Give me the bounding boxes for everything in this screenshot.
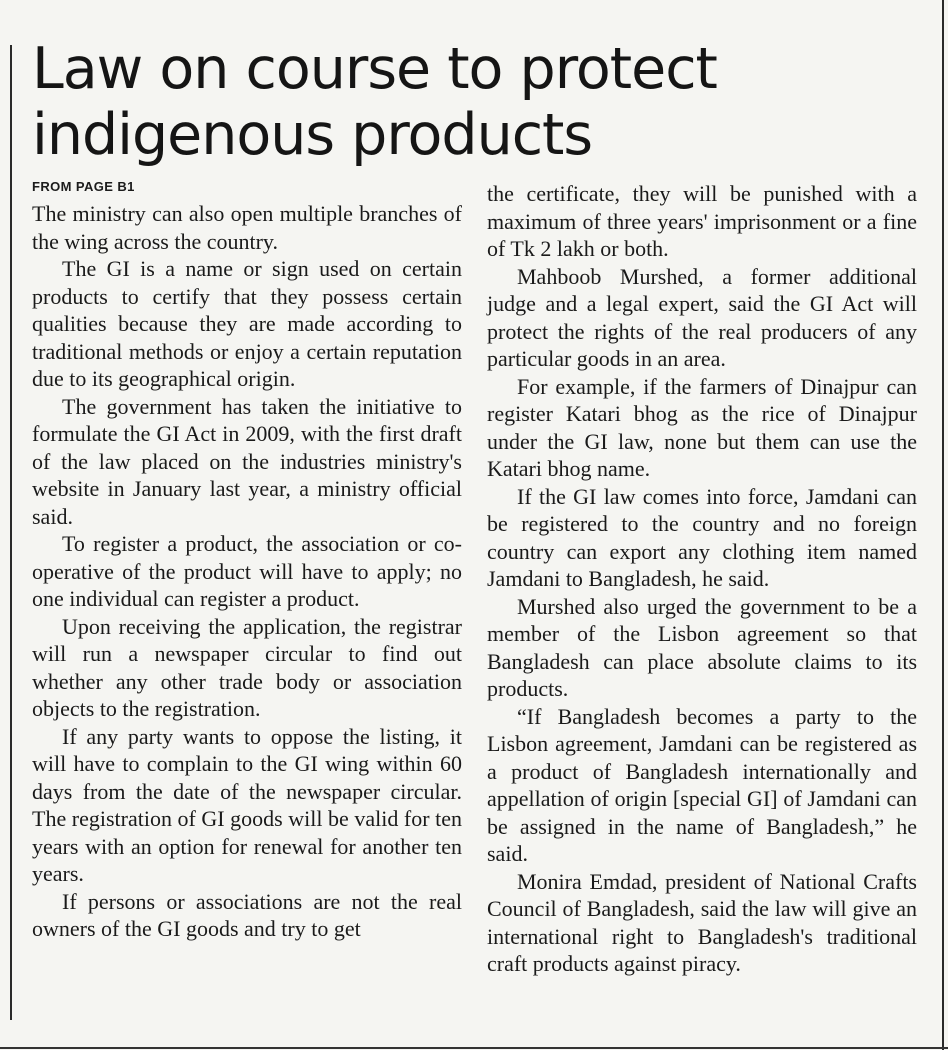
- left-column-rule: [10, 45, 12, 1020]
- left-paragraph-2: The GI is a name or sign used on certain products to certify that they possess certain qualities because they are made according to traditional methods or enjoy a certain reputation due to its geographical origin.: [32, 256, 462, 391]
- bottom-edge-rule: [0, 1047, 948, 1049]
- right-paragraph-4: If the GI law comes into force, Jamdani can be registered to the country and no foreign country can export any clothing item named Jamdani to Bangladesh, he said.: [487, 483, 917, 591]
- headline-line-2: indigenous products: [32, 102, 593, 168]
- article-headline: [32, 36, 892, 168]
- left-paragraph-3: The government has taken the initiative to formulate the GI Act in 2009, with the first draft of the law placed on the industries ministry's website in January last year, a ministry official said.: [32, 393, 462, 529]
- right-paragraph-7: Monira Emdad, president of National Crafts Council of Bangladesh, said the law will give an international right to Bangladesh's traditional craft products against piracy.: [487, 868, 917, 976]
- right-paragraph-1: the certificate, they will be punished with a maximum of three years' imprisonment or a fine of Tk 2 lakh or both.: [487, 181, 917, 261]
- left-paragraph-5: Upon receiving the application, the registrar will run a newspaper circular to find out whether any other trade body or association objects to the registration.: [32, 613, 462, 721]
- right-paragraph-2: Mahboob Murshed, a former additional judge and a legal expert, said the GI Act will protect the rights of the real producers of any particular goods in an area.: [487, 263, 917, 371]
- left-paragraph-6: If any party wants to oppose the listing, it will have to complain to the GI wing within 60 days from the date of the newspaper circular. The registration of GI goods will be valid for ten years with an option for renewal for another ten years.: [32, 723, 462, 886]
- page-reference-label: FROM PAGE B1: [32, 179, 135, 194]
- right-paragraph-6: “If Bangladesh becomes a party to the Lisbon agreement, Jamdani can be registered as a product of Bangladesh internationally and appellation of origin [special GI] of Jamdani can be assigned in the name of Bangladesh,” he said.: [487, 703, 917, 866]
- headline-line-1: Law on course to protect: [32, 36, 717, 102]
- right-article-column: [487, 180, 917, 978]
- right-paragraph-5: Murshed also urged the government to be a member of the Lisbon agreement so that Bangladesh can place absolute claims to its products.: [487, 593, 917, 701]
- left-paragraph-7: If persons or associations are not the real owners of the GI goods and try to get: [32, 888, 462, 941]
- right-edge-rule: [942, 0, 944, 1050]
- left-paragraph-4: To register a product, the association or co-operative of the product will have to apply; no one individual can register a product.: [32, 531, 462, 611]
- right-paragraph-3: For example, if the farmers of Dinajpur can register Katari bhog as the rice of Dinajpur under the GI law, none but them can use the Katari bhog name.: [487, 373, 917, 481]
- left-article-column: [32, 200, 462, 943]
- left-paragraph-1: The ministry can also open multiple branches of the wing across the country.: [32, 201, 462, 254]
